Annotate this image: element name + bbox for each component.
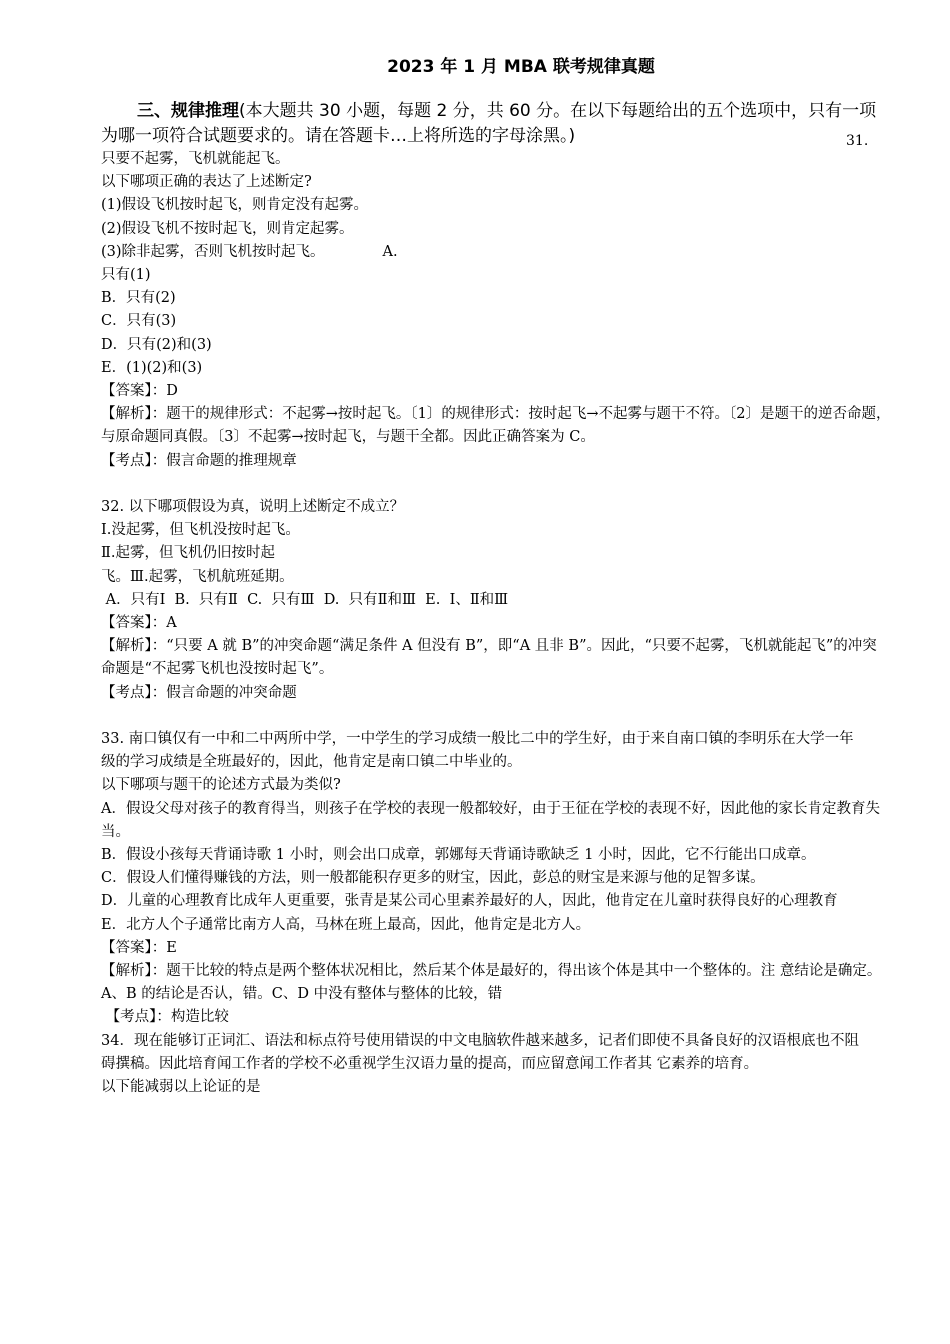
q32-stem: 32. 以下哪项假设为真，说明上述断定不成立？ — [101, 499, 405, 516]
q33-option-c: C．假设人们懂得赚钱的方法，则一般都能积存更多的财宝，因此，彭总的财宝是来源与他的足智多谋。 — [101, 870, 765, 887]
q33-option-b: B．假设小孩每天背诵诗歌 1 小时，则会出口成章，郭娜每天背诵诗歌缺乏 1 小时，因此，它不行能出口成章。 — [101, 847, 816, 864]
q31-item-1: (1)假设飞机按时起飞，则肯定没有起雾。 — [101, 197, 369, 214]
q31-option-c: C．只有(3) — [101, 313, 177, 330]
q33-point: 【考点】：构造比较 — [101, 1009, 229, 1026]
q31-option-d: D．只有(2)和(3) — [101, 336, 212, 353]
q33-ask: 以下哪项与题干的论述方式最为类似? — [101, 777, 341, 794]
q31-analysis: 【解析】：题干的规律形式：不起雾→按时起飞。〔1〕的规律形式：按时起飞→不起雾与题干不符。〔2〕是题干的逆否命题，与原命题同真假。〔3〕不起雾→按时起飞，与题干全都。因此正确答案为 C。 — [101, 406, 891, 446]
q32-point: 【考点】：假言命题的冲突命题 — [101, 684, 297, 701]
section-heading: 三、规律推理 — [137, 101, 239, 121]
q32-options: A．只有Ⅰ B. 只有Ⅱ C. 只有Ⅲ D. 只有Ⅱ和Ⅲ E. Ⅰ、Ⅱ和Ⅲ — [101, 591, 509, 608]
q33-analysis: 【解析】：题干比较的特点是两个整体状况相比，然后某个体是最好的，得出该个体是其中一个整体的。注 意结论是确定。A、B 的结论是否认，错。C、D 中没有整体与整体的比较，错 — [101, 963, 882, 1003]
q31-option-b: B．只有(2) — [101, 290, 176, 307]
q32-item-3: 飞。Ⅲ.起雾，飞机航班延期。 — [101, 568, 294, 585]
q31-option-a: 只有(1) — [101, 267, 151, 284]
q31-option-e: E．(1)(2)和(3) — [101, 359, 203, 376]
q33-option-d: D．儿童的心理教育比成年人更重要，张青是某公司心里素养最好的人，因此，他肯定在儿童时获得良好的心理教育 — [101, 893, 838, 910]
q34-ask: 以下能减弱以上论证的是 — [101, 1079, 261, 1096]
q32-item-1: Ⅰ.没起雾，但飞机没按时起飞。 — [101, 522, 300, 539]
q31-option-a-label: A. — [382, 243, 398, 260]
q31-point: 【考点】：假言命题的推理规章 — [101, 452, 297, 469]
q31-ask: 以下哪项正确的表达了上述断定? — [101, 174, 312, 191]
q32-answer: 【答案】：A — [101, 615, 177, 632]
q33-stem: 33. 南口镇仅有一中和二中两所中学，一中学生的学习成绩一般比二中的学生好，由于来自南口镇的李明乐在大学一年级的学习成绩是全班最好的，因此，他肯定是南口镇二中毕业的。 — [101, 731, 854, 771]
section-instructions: (本大题共 30 小题，每题 2 分，共 60 分。在以下每题给出的五个选项中，只有一项为哪一项符合试题要求的。请在答题卡…上将所选的字母涂黑。) — [101, 101, 877, 146]
document-body — [101, 148, 891, 1099]
section-intro — [101, 99, 881, 149]
q31-stem: 只要不起雾，飞机就能起飞。 — [101, 151, 290, 167]
q33-option-a: A．假设父母对孩子的教育得当，则孩子在学校的表现一般都较好，由于王征在学校的表现不好，因此他的家长肯定教育失当。 — [101, 800, 880, 840]
q32-item-2: Ⅱ.起雾，但飞机仍旧按时起 — [101, 545, 275, 562]
page-title: 2023 年 1 月 MBA 联考规律真题 — [387, 57, 655, 77]
q33-answer: 【答案】：E — [101, 939, 177, 956]
q31-item-3-line — [101, 241, 891, 264]
q32-analysis: 【解析】：“只要 A 就 B”的冲突命题“满足条件 A 但没有 B”，即“A 且非 B”。因此，“只要不起雾，飞机就能起飞”的冲突命题是“不起雾飞机也没按时起飞”。 — [101, 638, 877, 678]
q31-item-3: (3)除非起雾，否则飞机按时起飞。 — [101, 243, 325, 260]
q34-stem: 34．现在能够订正词汇、语法和标点符号使用错误的中文电脑软件越来越多，记者们即使不具备良好的汉语根底也不阻碍撰稿。因此培育闻工作者的学校不必重视学生汉语力量的提高，而应留意闻工作者其 它素养的培育。 — [101, 1032, 859, 1072]
q31-item-2: (2)假设飞机不按时起飞，则肯定起雾。 — [101, 220, 354, 237]
q33-option-e: E．北方人个子通常比南方人高，马林在班上最高，因此，他肯定是北方人。 — [101, 916, 591, 933]
q31-answer: 【答案】：D — [101, 383, 178, 400]
question-31-number: 31. — [846, 133, 869, 149]
